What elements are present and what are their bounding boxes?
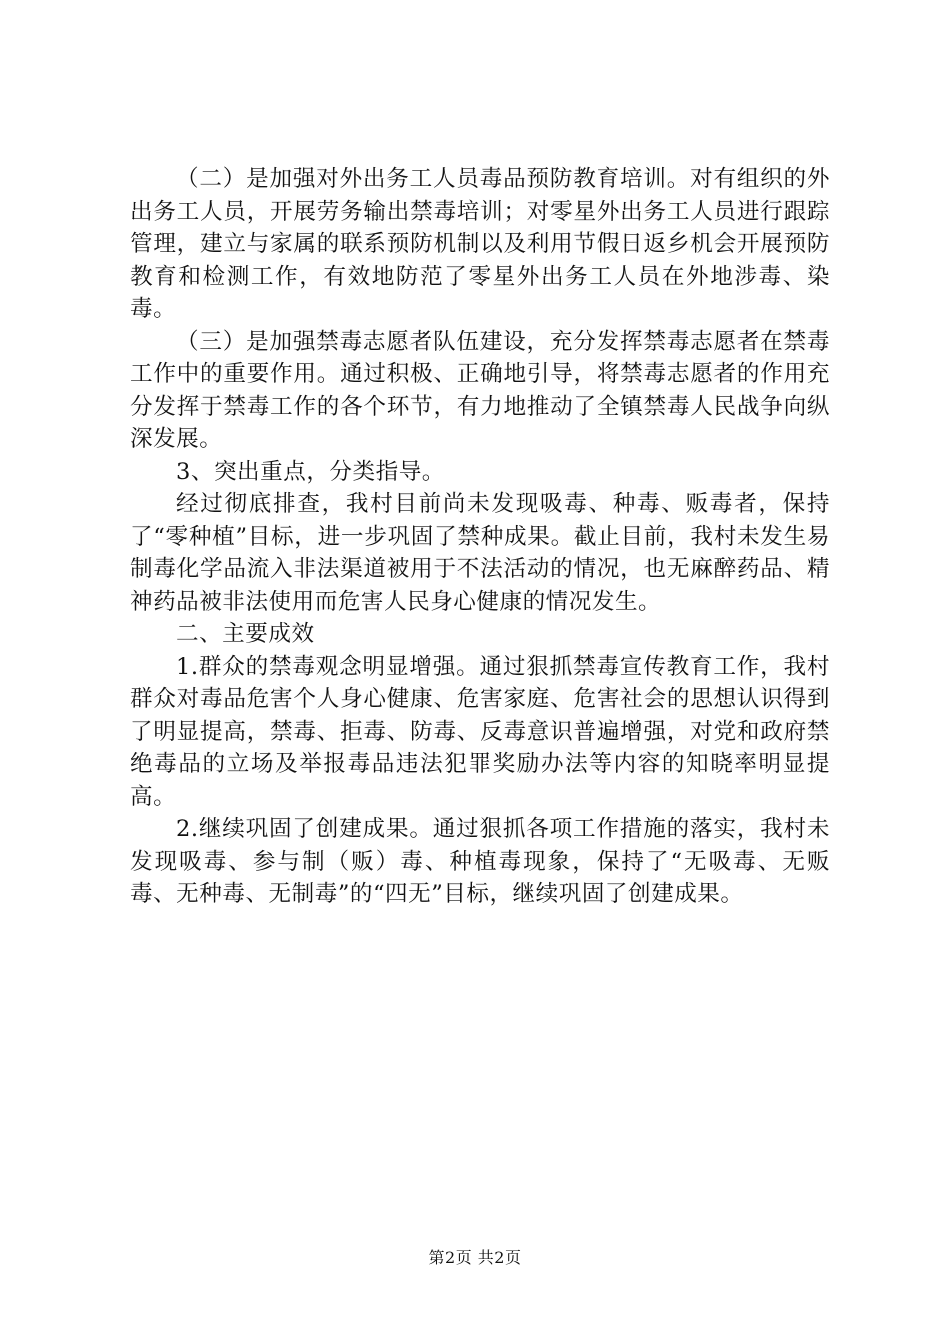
paragraph-investigation-results: 经过彻底排查，我村目前尚未发现吸毒、种毒、贩毒者，保持了“零种植”目标，进一步巩固了禁种成果。截止目前，我村未发生易制毒化学品流入非法渠道被用于不法活动的情况，也无麻醉药品、精神药品被非法使用而危害人民身心健康的情况发生。 [130, 491, 830, 615]
section-heading-key-points: 3、突出重点，分类指导。 [176, 458, 445, 485]
section-heading-main-results: 二、主要成效 [176, 621, 315, 647]
paragraph-result-consolidation: 2.继续巩固了创建成果。通过狠抓各项工作措施的落实，我村未发现吸毒、参与制（贩）毒、种植毒现象，保持了“无吸毒、无贩毒、无种毒、无制毒”的“四无”目标，继续巩固了创建成果。 [130, 816, 830, 907]
page-number-footer: 第2页 共2页 [428, 1248, 522, 1267]
document-body [130, 163, 830, 911]
paragraph-migrant-worker-education: （二）是加强对外出务工人员毒品预防教育培训。对有组织的外出务工人员，开展劳务输出禁毒培训；对零星外出务工人员进行跟踪管理，建立与家属的联系预防机制以及利用节假日返乡机会开展预防教育和检测工作，有效地防范了零星外出务工人员在外地涉毒、染毒。 [130, 166, 830, 322]
paragraph-result-awareness: 1.群众的禁毒观念明显增强。通过狠抓禁毒宣传教育工作，我村群众对毒品危害个人身心健康、危害家庭、危害社会的思想认识得到了明显提高，禁毒、拒毒、防毒、反毒意识普遍增强，对党和政府禁绝毒品的立场及举报毒品违法犯罪奖励办法等内容的知晓率明显提高。 [130, 653, 830, 810]
paragraph-volunteer-team: （三）是加强禁毒志愿者队伍建设，充分发挥禁毒志愿者在禁毒工作中的重要作用。通过积极、正确地引导，将禁毒志愿者的作用充分发挥于禁毒工作的各个环节，有力地推动了全镇禁毒人民战争向纵深发展。 [130, 328, 830, 452]
